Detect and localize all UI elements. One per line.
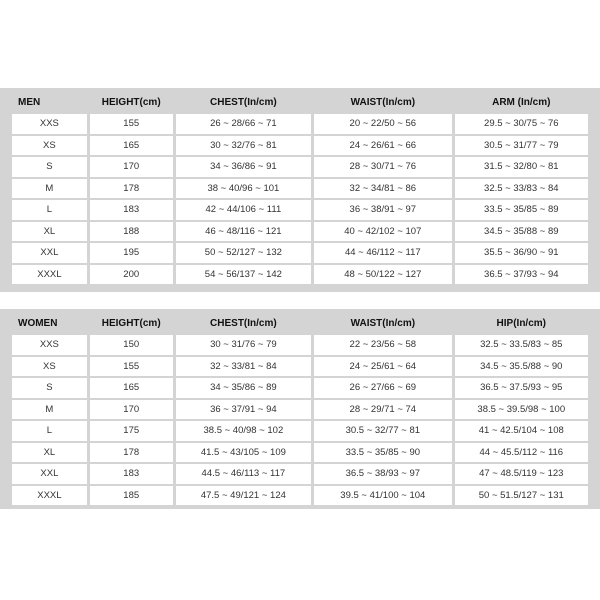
measure-cell: 38.5 ~ 39.5/98 ~ 100: [455, 400, 588, 420]
height-cell: 183: [90, 464, 173, 484]
size-cell: XXXL: [12, 486, 87, 506]
chest-cell: 34 ~ 35/86 ~ 89: [176, 378, 311, 398]
women-table-body: [12, 335, 588, 505]
height-cell: 183: [90, 200, 173, 220]
waist-cell: 39.5 ~ 41/100 ~ 104: [314, 486, 451, 506]
header-chest: CHEST(In/cm): [210, 97, 277, 108]
table-row: [12, 114, 588, 134]
size-cell: L: [12, 421, 87, 441]
height-cell: 178: [90, 443, 173, 463]
height-cell: 188: [90, 222, 173, 242]
size-cell: XXS: [12, 114, 87, 134]
height-cell: 155: [90, 357, 173, 377]
waist-cell: 20 ~ 22/50 ~ 56: [314, 114, 451, 134]
measure-cell: 29.5 ~ 30/75 ~ 76: [455, 114, 588, 134]
header-chest: CHEST(In/cm): [210, 318, 277, 329]
size-cell: M: [12, 179, 87, 199]
header-section-women: WOMEN: [18, 318, 58, 329]
waist-cell: 36.5 ~ 38/93 ~ 97: [314, 464, 451, 484]
measure-cell: 47 ~ 48.5/119 ~ 123: [455, 464, 588, 484]
waist-cell: 33.5 ~ 35/85 ~ 90: [314, 443, 451, 463]
measure-cell: 44 ~ 45.5/112 ~ 116: [455, 443, 588, 463]
table-row: [12, 200, 588, 220]
waist-cell: 48 ~ 50/122 ~ 127: [314, 265, 451, 285]
chest-cell: 46 ~ 48/116 ~ 121: [176, 222, 311, 242]
height-cell: 185: [90, 486, 173, 506]
chest-cell: 30 ~ 31/76 ~ 79: [176, 335, 311, 355]
men-size-chart: [0, 88, 600, 292]
chest-cell: 50 ~ 52/127 ~ 132: [176, 243, 311, 263]
table-row: [12, 136, 588, 156]
height-cell: 178: [90, 179, 173, 199]
women-size-chart: [0, 309, 600, 509]
table-row: [12, 443, 588, 463]
chest-cell: 54 ~ 56/137 ~ 142: [176, 265, 311, 285]
measure-cell: 31.5 ~ 32/80 ~ 81: [455, 157, 588, 177]
chest-cell: 44.5 ~ 46/113 ~ 117: [176, 464, 311, 484]
chest-cell: 38 ~ 40/96 ~ 101: [176, 179, 311, 199]
women-size-table: [9, 312, 591, 507]
size-cell: XL: [12, 443, 87, 463]
table-row: [12, 421, 588, 441]
size-cell: XXS: [12, 335, 87, 355]
chest-cell: 42 ~ 44/106 ~ 111: [176, 200, 311, 220]
measure-cell: 50 ~ 51.5/127 ~ 131: [455, 486, 588, 506]
height-cell: 150: [90, 335, 173, 355]
table-row: [12, 400, 588, 420]
measure-cell: 34.5 ~ 35.5/88 ~ 90: [455, 357, 588, 377]
size-cell: L: [12, 200, 87, 220]
measure-cell: 33.5 ~ 35/85 ~ 89: [455, 200, 588, 220]
table-row: [12, 378, 588, 398]
height-cell: 200: [90, 265, 173, 285]
measure-cell: 35.5 ~ 36/90 ~ 91: [455, 243, 588, 263]
table-row: [12, 243, 588, 263]
size-cell: XXL: [12, 243, 87, 263]
size-cell: XL: [12, 222, 87, 242]
measure-cell: 32.5 ~ 33.5/83 ~ 85: [455, 335, 588, 355]
measure-cell: 32.5 ~ 33/83 ~ 84: [455, 179, 588, 199]
table-row: [12, 157, 588, 177]
men-size-table: [9, 91, 591, 286]
table-row: [12, 335, 588, 355]
chest-cell: 47.5 ~ 49/121 ~ 124: [176, 486, 311, 506]
waist-cell: 22 ~ 23/56 ~ 58: [314, 335, 451, 355]
table-header-row: [12, 93, 588, 112]
size-cell: S: [12, 378, 87, 398]
size-cell: XXL: [12, 464, 87, 484]
table-row: [12, 179, 588, 199]
header-height: HEIGHT(cm): [101, 318, 161, 329]
header-arm: ARM (In/cm): [492, 97, 551, 108]
size-cell: S: [12, 157, 87, 177]
header-height: HEIGHT(cm): [101, 97, 161, 108]
table-row: [12, 357, 588, 377]
waist-cell: 24 ~ 25/61 ~ 64: [314, 357, 451, 377]
waist-cell: 32 ~ 34/81 ~ 86: [314, 179, 451, 199]
chest-cell: 38.5 ~ 40/98 ~ 102: [176, 421, 311, 441]
header-hip: HIP(In/cm): [496, 318, 546, 329]
measure-cell: 36.5 ~ 37.5/93 ~ 95: [455, 378, 588, 398]
height-cell: 165: [90, 136, 173, 156]
waist-cell: 40 ~ 42/102 ~ 107: [314, 222, 451, 242]
waist-cell: 28 ~ 30/71 ~ 76: [314, 157, 451, 177]
chest-cell: 36 ~ 37/91 ~ 94: [176, 400, 311, 420]
chest-cell: 34 ~ 36/86 ~ 91: [176, 157, 311, 177]
waist-cell: 26 ~ 27/66 ~ 69: [314, 378, 451, 398]
men-table-body: [12, 114, 588, 284]
height-cell: 155: [90, 114, 173, 134]
table-row: [12, 464, 588, 484]
header-waist: WAIST(In/cm): [350, 97, 416, 108]
height-cell: 165: [90, 378, 173, 398]
size-cell: M: [12, 400, 87, 420]
height-cell: 170: [90, 157, 173, 177]
waist-cell: 44 ~ 46/112 ~ 117: [314, 243, 451, 263]
waist-cell: 24 ~ 26/61 ~ 66: [314, 136, 451, 156]
chest-cell: 26 ~ 28/66 ~ 71: [176, 114, 311, 134]
measure-cell: 34.5 ~ 35/88 ~ 89: [455, 222, 588, 242]
waist-cell: 36 ~ 38/91 ~ 97: [314, 200, 451, 220]
chest-cell: 30 ~ 32/76 ~ 81: [176, 136, 311, 156]
waist-cell: 30.5 ~ 32/77 ~ 81: [314, 421, 451, 441]
table-row: [12, 265, 588, 285]
chest-cell: 41.5 ~ 43/105 ~ 109: [176, 443, 311, 463]
header-waist: WAIST(In/cm): [350, 318, 416, 329]
height-cell: 175: [90, 421, 173, 441]
size-cell: XXXL: [12, 265, 87, 285]
chest-cell: 32 ~ 33/81 ~ 84: [176, 357, 311, 377]
height-cell: 170: [90, 400, 173, 420]
height-cell: 195: [90, 243, 173, 263]
header-section-men: MEN: [18, 97, 41, 108]
measure-cell: 30.5 ~ 31/77 ~ 79: [455, 136, 588, 156]
table-row: [12, 222, 588, 242]
size-cell: XS: [12, 357, 87, 377]
measure-cell: 36.5 ~ 37/93 ~ 94: [455, 265, 588, 285]
measure-cell: 41 ~ 42.5/104 ~ 108: [455, 421, 588, 441]
waist-cell: 28 ~ 29/71 ~ 74: [314, 400, 451, 420]
table-header-row: [12, 314, 588, 333]
size-cell: XS: [12, 136, 87, 156]
table-row: [12, 486, 588, 506]
